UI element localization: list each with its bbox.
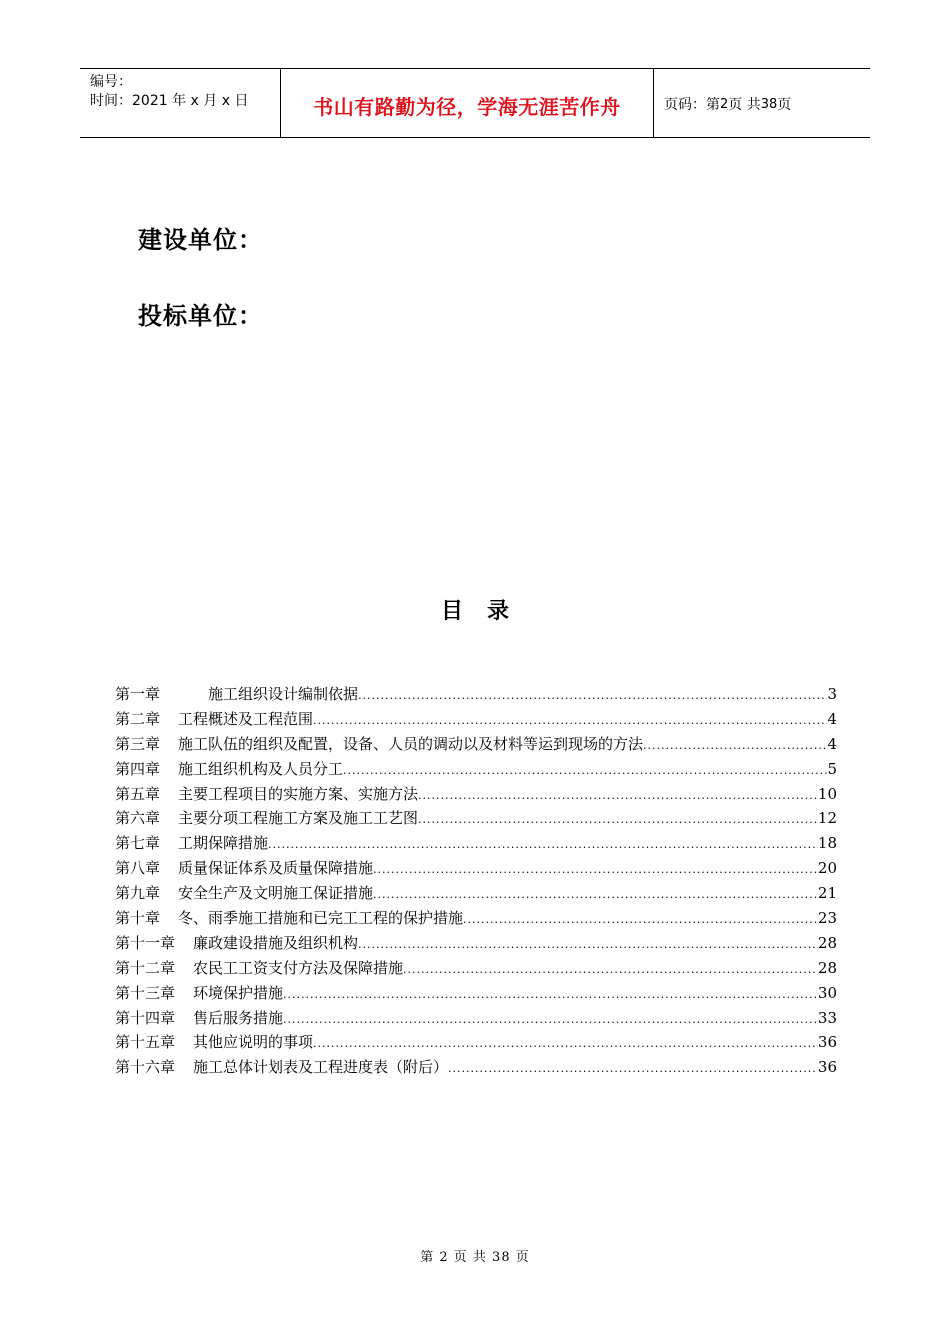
page-suffix: 页 bbox=[777, 97, 792, 113]
toc-chapter-number: 第十四章 bbox=[115, 1008, 176, 1027]
toc-chapter-title: 主要分项工程施工方案及施工工艺图 bbox=[178, 809, 419, 828]
toc-dot-leader bbox=[418, 808, 818, 833]
toc-entry[interactable] bbox=[115, 707, 837, 732]
toc-entry[interactable] bbox=[115, 881, 837, 906]
page-total: 38 bbox=[760, 96, 778, 112]
toc-chapter-number: 第七章 bbox=[115, 834, 161, 853]
toc-page-number: 4 bbox=[827, 734, 837, 753]
toc-chapter-title: 施工组织设计编制依据 bbox=[208, 685, 359, 703]
toc-chapter-title: 其他应说明的事项 bbox=[193, 1033, 314, 1052]
toc-dot-leader bbox=[373, 858, 818, 883]
toc-chapter-number: 第五章 bbox=[115, 784, 161, 803]
page-mid: 页 共 bbox=[728, 97, 761, 113]
page-footer: 第 2 页 共 38 页 bbox=[420, 1250, 530, 1265]
toc-chapter-number: 第二章 bbox=[115, 709, 161, 728]
toc-entry[interactable] bbox=[115, 757, 837, 782]
toc-entry[interactable] bbox=[115, 782, 837, 807]
toc-entry[interactable] bbox=[115, 931, 837, 956]
toc-dot-leader bbox=[283, 1008, 818, 1033]
toc-chapter-title: 廉政建设措施及组织机构 bbox=[193, 933, 359, 952]
toc-dot-leader bbox=[643, 734, 827, 759]
toc-chapter-title: 安全生产及文明施工保证措施 bbox=[178, 884, 374, 903]
header-motto: 书山有路勤为径，学海无涯苦作舟 bbox=[281, 69, 654, 137]
page-current: 2 bbox=[720, 96, 729, 112]
toc-title: 目录 bbox=[440, 599, 533, 624]
toc-entry[interactable] bbox=[115, 806, 837, 831]
toc-page-number: 21 bbox=[817, 884, 837, 903]
toc-entry[interactable] bbox=[115, 732, 837, 757]
toc-page-number: 4 bbox=[827, 709, 837, 728]
toc-chapter-title: 工程概述及工程范围 bbox=[178, 709, 314, 728]
toc-chapter-number: 第十章 bbox=[115, 909, 161, 928]
toc-page-number: 30 bbox=[817, 983, 837, 1002]
toc-chapter-title: 环境保护措施 bbox=[193, 983, 284, 1002]
toc-chapter-title: 工期保障措施 bbox=[178, 834, 269, 853]
toc-chapter-title: 冬、雨季施工措施和已完工工程的保护措施 bbox=[178, 909, 464, 928]
toc-dot-leader bbox=[448, 1057, 818, 1082]
toc-page-number: 28 bbox=[817, 933, 837, 952]
toc-chapter-number: 第八章 bbox=[115, 859, 161, 878]
toc-chapter-number: 第十五章 bbox=[115, 1033, 176, 1052]
toc-entry[interactable] bbox=[115, 831, 837, 856]
toc-entry[interactable] bbox=[115, 1006, 837, 1031]
header-meta-cell bbox=[80, 69, 281, 137]
toc-entry[interactable] bbox=[115, 956, 837, 981]
toc-entry[interactable] bbox=[115, 1030, 837, 1055]
toc-dot-leader bbox=[418, 784, 818, 809]
toc-entry[interactable] bbox=[115, 1055, 837, 1080]
toc-page-number: 23 bbox=[817, 909, 837, 928]
toc-entry[interactable] bbox=[115, 981, 837, 1006]
toc-dot-leader bbox=[343, 759, 827, 784]
toc-page-number: 3 bbox=[827, 685, 837, 703]
table-of-contents bbox=[115, 682, 837, 1080]
toc-entry[interactable] bbox=[115, 856, 837, 881]
toc-chapter-title: 施工队伍的组织及配置，设备、人员的调动以及材料等运到现场的方法 bbox=[178, 734, 644, 753]
toc-dot-leader bbox=[313, 709, 827, 734]
toc-entry[interactable] bbox=[115, 682, 837, 707]
construction-unit-label: 建设单位： bbox=[138, 226, 263, 254]
toc-dot-leader bbox=[358, 933, 818, 958]
toc-chapter-title: 施工总体计划表及工程进度表（附后） bbox=[193, 1058, 449, 1077]
toc-chapter-number: 第十三章 bbox=[115, 983, 176, 1002]
toc-page-number: 10 bbox=[817, 784, 837, 803]
toc-chapter-title: 质量保证体系及质量保障措施 bbox=[178, 859, 374, 878]
toc-page-number: 33 bbox=[817, 1008, 837, 1027]
toc-chapter-number: 第十二章 bbox=[115, 958, 176, 977]
toc-dot-leader bbox=[403, 958, 818, 983]
header-page-counter bbox=[654, 69, 870, 137]
toc-page-number: 18 bbox=[817, 834, 837, 853]
toc-dot-leader bbox=[283, 983, 818, 1008]
toc-page-number: 28 bbox=[817, 958, 837, 977]
toc-chapter-title: 施工组织机构及人员分工 bbox=[178, 759, 344, 778]
toc-page-number: 20 bbox=[817, 859, 837, 878]
toc-page-number: 36 bbox=[817, 1058, 837, 1077]
toc-chapter-number: 第十一章 bbox=[115, 933, 176, 952]
page-header bbox=[80, 68, 870, 138]
toc-chapter-title: 主要工程项目的实施方案、实施方法 bbox=[178, 784, 419, 803]
toc-chapter-number: 第十六章 bbox=[115, 1058, 176, 1077]
toc-chapter-number: 第四章 bbox=[115, 759, 161, 778]
toc-dot-leader bbox=[373, 883, 818, 908]
toc-page-number: 12 bbox=[817, 809, 837, 828]
toc-entry[interactable] bbox=[115, 906, 837, 931]
document-number-label: 编号： bbox=[90, 74, 132, 90]
toc-page-number: 36 bbox=[817, 1033, 837, 1052]
toc-chapter-number: 第六章 bbox=[115, 809, 161, 828]
toc-chapter-number: 第一章 bbox=[115, 685, 161, 703]
page-prefix: 页码：第 bbox=[664, 97, 720, 113]
toc-chapter-number: 第三章 bbox=[115, 734, 161, 753]
toc-dot-leader bbox=[313, 1032, 818, 1057]
toc-dot-leader bbox=[463, 908, 818, 933]
toc-chapter-number: 第九章 bbox=[115, 884, 161, 903]
toc-dot-leader bbox=[358, 684, 827, 709]
toc-dot-leader bbox=[268, 833, 818, 858]
document-date: 时间：2021 年 x 月 x 日 bbox=[90, 93, 249, 109]
bidding-unit-label: 投标单位： bbox=[138, 302, 263, 330]
toc-page-number: 5 bbox=[827, 759, 837, 778]
toc-chapter-title: 售后服务措施 bbox=[193, 1008, 284, 1027]
toc-chapter-title: 农民工工资支付方法及保障措施 bbox=[193, 958, 404, 977]
